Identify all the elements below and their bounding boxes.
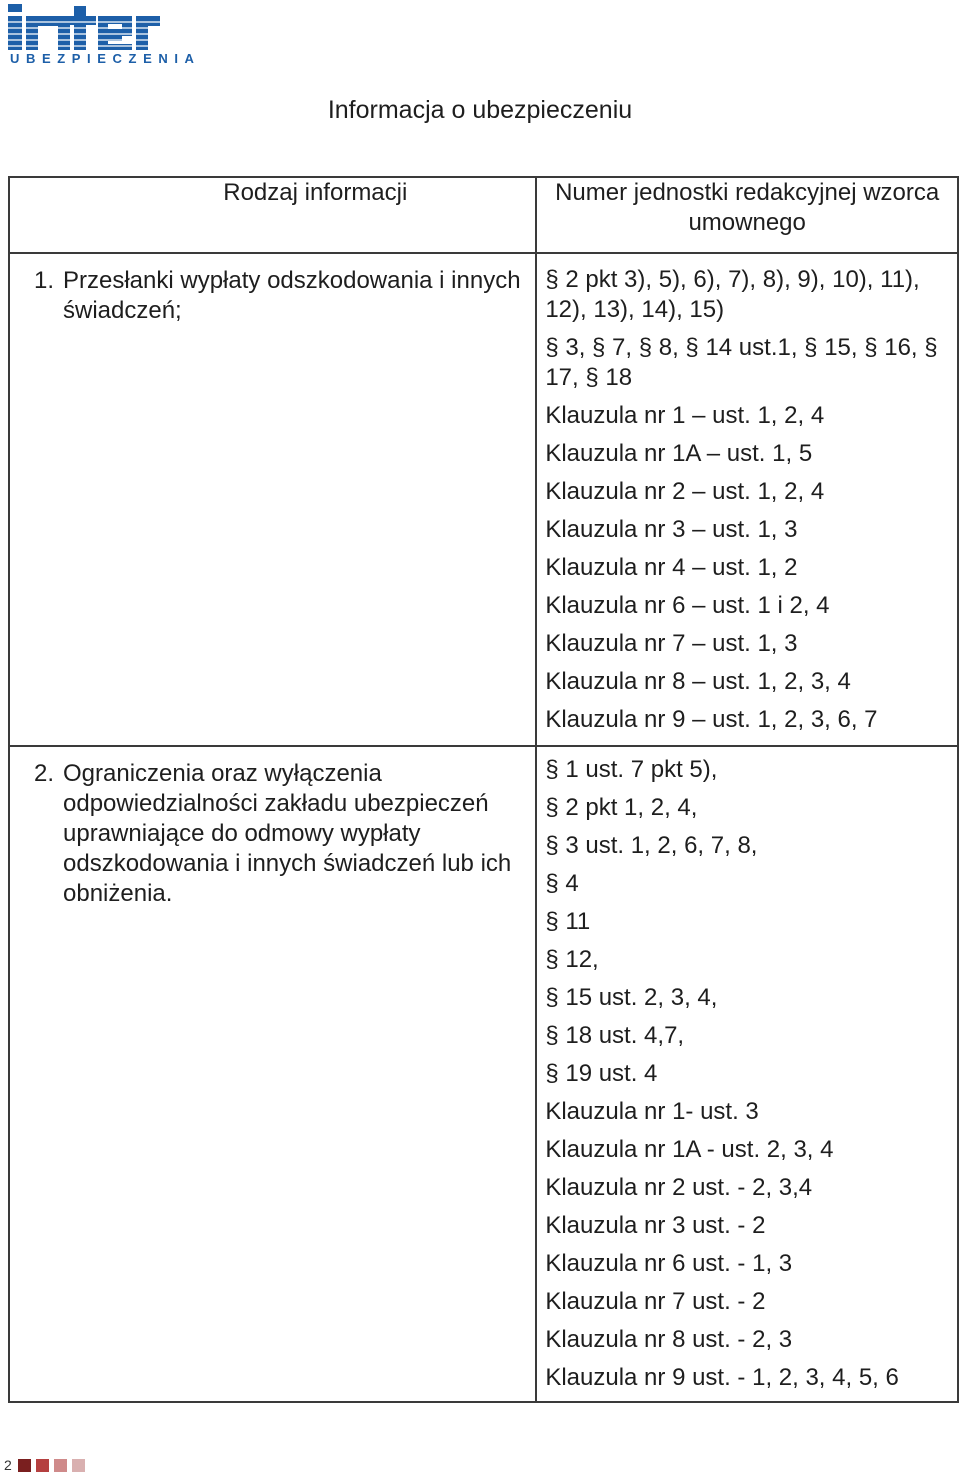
reference-line: § 11 — [545, 908, 591, 935]
table-header-row — [9, 177, 958, 253]
table-row — [9, 253, 958, 746]
insurance-info-table — [8, 176, 959, 1403]
references-cell — [536, 746, 958, 1402]
reference-line: Klauzula nr 8 – ust. 1, 2, 3, 4 — [545, 668, 851, 695]
reference-line: Klauzula nr 1- ust. 3 — [545, 1098, 759, 1125]
reference-line: Klauzula nr 3 – ust. 1, 3 — [545, 516, 798, 543]
reference-line: Klauzula nr 2 – ust. 1, 2, 4 — [545, 478, 825, 505]
reference-line: § 2 pkt 1, 2, 4, — [545, 794, 698, 821]
page-footer — [4, 1457, 90, 1473]
column-header-info-type: Rodzaj informacji — [9, 177, 536, 253]
references-cell — [536, 253, 958, 746]
footer-square — [18, 1459, 31, 1472]
reference-line: Klauzula nr 8 ust. - 2, 3 — [545, 1326, 793, 1353]
reference-line: Klauzula nr 7 ust. - 2 — [545, 1288, 766, 1315]
reference-line: Klauzula nr 1A – ust. 1, 5 — [545, 440, 813, 467]
document-title: Informacja o ubezpieczeniu — [327, 96, 633, 124]
reference-line: § 19 ust. 4 — [545, 1060, 658, 1087]
page-number: 2 — [4, 1457, 12, 1473]
reference-line: § 3 ust. 1, 2, 6, 7, 8, — [545, 832, 758, 859]
category-cell — [9, 746, 536, 1402]
logo-wordmark — [8, 4, 160, 50]
reference-line: Klauzula nr 6 – ust. 1 i 2, 4 — [545, 592, 830, 619]
reference-line: Klauzula nr 3 ust. - 2 — [545, 1212, 766, 1239]
category-number: 2. — [33, 760, 54, 787]
reference-line: § 2 pkt 3), 5), 6), 7), 8), 9), 10), 11), 12), 13), 14), 15) — [545, 266, 920, 323]
logo-subtitle: UBEZPIECZENIA — [10, 51, 201, 66]
reference-line: § 4 — [545, 870, 579, 897]
reference-line: Klauzula nr 1A - ust. 2, 3, 4 — [545, 1136, 834, 1163]
reference-line: Klauzula nr 1 – ust. 1, 2, 4 — [545, 402, 825, 429]
reference-line: Klauzula nr 9 ust. - 1, 2, 3, 4, 5, 6 — [545, 1364, 899, 1391]
category-number: 1. — [33, 267, 54, 294]
reference-line: § 3, § 7, § 8, § 14 ust.1, § 15, § 16, § 17, § 18 — [545, 334, 938, 391]
footer-square — [72, 1459, 85, 1472]
category-cell — [9, 253, 536, 746]
reference-line: Klauzula nr 7 – ust. 1, 3 — [545, 630, 798, 657]
reference-line: Klauzula nr 6 ust. - 1, 3 — [545, 1250, 793, 1277]
table-row — [9, 746, 958, 1402]
category-text: Ograniczenia oraz wyłączenia odpowiedzialności zakładu ubezpieczeń uprawniające do odmowy wypłaty odszkodowania i innych świadczeń lub ich obniżenia. — [63, 760, 512, 907]
reference-line: Klauzula nr 2 ust. - 2, 3,4 — [545, 1174, 813, 1201]
footer-square — [36, 1459, 49, 1472]
reference-line: § 15 ust. 2, 3, 4, — [545, 984, 718, 1011]
company-logo — [8, 4, 201, 66]
column-header-reference: Numer jednostki redakcyjnej wzorca umownego — [536, 177, 958, 253]
reference-line: § 1 ust. 7 pkt 5), — [545, 756, 718, 783]
category-text: Przesłanki wypłaty odszkodowania i innych świadczeń; — [63, 267, 521, 324]
reference-line: Klauzula nr 9 – ust. 1, 2, 3, 6, 7 — [545, 706, 878, 733]
reference-line: § 12, — [545, 946, 599, 973]
footer-square — [54, 1459, 67, 1472]
reference-line: § 18 ust. 4,7, — [545, 1022, 685, 1049]
reference-line: Klauzula nr 4 – ust. 1, 2 — [545, 554, 798, 581]
